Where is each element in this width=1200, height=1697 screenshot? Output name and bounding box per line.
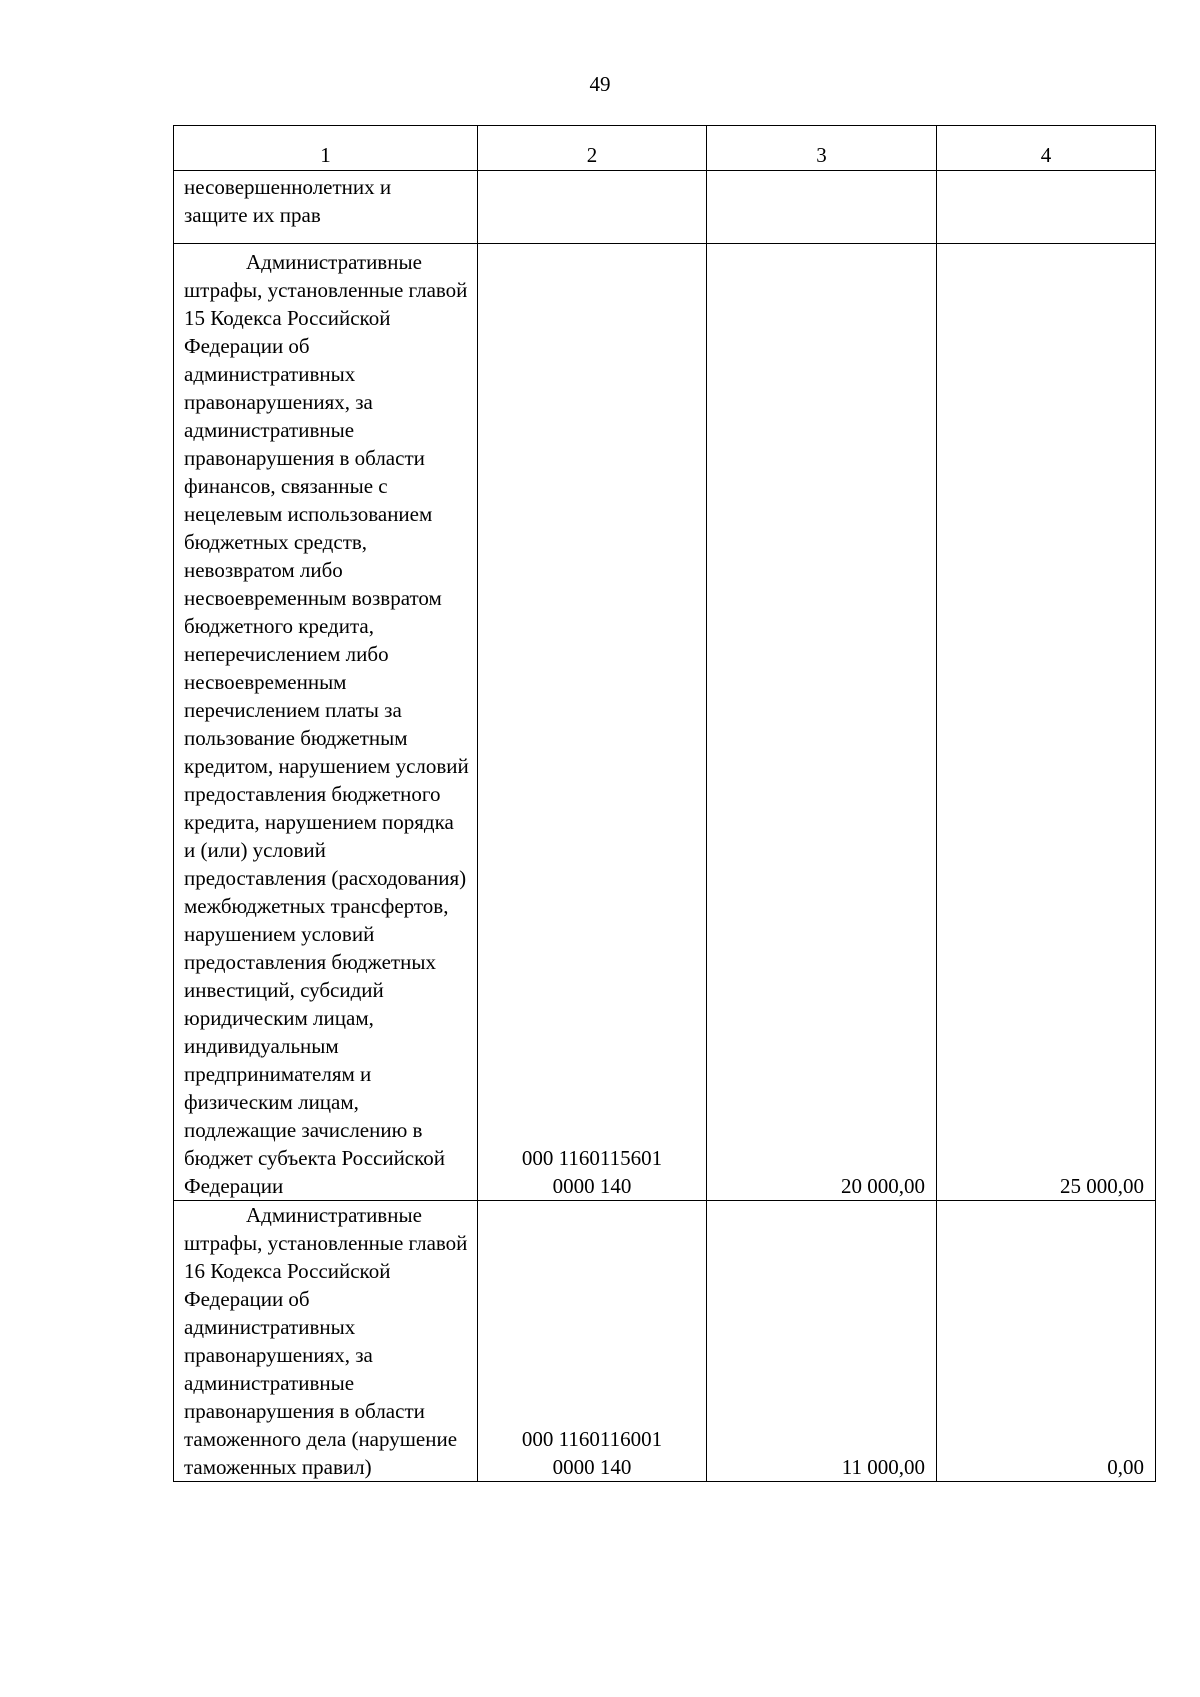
row-code-cell <box>478 171 707 244</box>
row-amount-4: 0,00 <box>1107 1455 1144 1479</box>
row-amount-3: 20 000,00 <box>841 1174 925 1198</box>
row-code: 000 1160116001 0000 140 <box>521 1427 663 1479</box>
row-amount-4-cell <box>937 244 1156 1201</box>
row-name-cell <box>174 244 478 1201</box>
row-name-cell <box>174 171 478 244</box>
row-code-cell <box>478 244 707 1201</box>
row-amount-4-cell <box>937 1201 1156 1482</box>
row-name-cell <box>174 1201 478 1482</box>
header-cell-2 <box>478 126 707 171</box>
row-name: Административные штрафы, установленные главой 15 Кодекса Российской Федерации об административных правонарушениях, за административные правонарушения в области финансов, связанные с нецелевым использованием бюджетных средств, невозвратом либо несвоевременным возвратом бюджетного кредита, неперечислением либо несвоевременным перечислением платы за пользование бюджетным кредитом, нарушением условий предоставления бюджетного кредита, нарушением порядка и (или) условий предоставления (расходования) межбюджетных трансфертов, нарушением условий предоставления бюджетных инвестиций, субсидий юридическим лицам, индивидуальным предпринимателям и физическим лицам, подлежащие зачислению в бюджет субъекта Российской Федерации <box>184 250 469 1198</box>
row-code-cell <box>478 1201 707 1482</box>
header-label-4: 4 <box>1040 143 1052 167</box>
row-code: 000 1160115601 0000 140 <box>521 1146 663 1198</box>
row-amount-3: 11 000,00 <box>841 1455 925 1479</box>
revenue-table <box>173 125 1156 1482</box>
header-cell-1 <box>174 126 478 171</box>
header-label-1: 1 <box>320 143 331 167</box>
row-amount-3-cell <box>707 1201 937 1482</box>
page-number: 49 <box>589 72 611 96</box>
row-amount-3-cell <box>707 244 937 1201</box>
table-header-row <box>174 126 1156 171</box>
header-cell-4 <box>937 126 1156 171</box>
header-label-3: 3 <box>816 143 827 167</box>
header-label-2: 2 <box>586 143 598 167</box>
table-row <box>174 1201 1156 1482</box>
row-name: несовершеннолетних и защите их прав <box>184 175 392 227</box>
row-amount-4-cell <box>937 171 1156 244</box>
row-amount-3-cell <box>707 171 937 244</box>
row-name: Административные штрафы, установленные главой 16 Кодекса Российской Федерации об административных правонарушениях, за административные правонарушения в области таможенного дела (нарушение таможенных правил) <box>184 1203 468 1479</box>
table-row <box>174 171 1156 244</box>
table-row <box>174 244 1156 1201</box>
row-amount-4: 25 000,00 <box>1060 1174 1144 1198</box>
header-cell-3 <box>707 126 937 171</box>
